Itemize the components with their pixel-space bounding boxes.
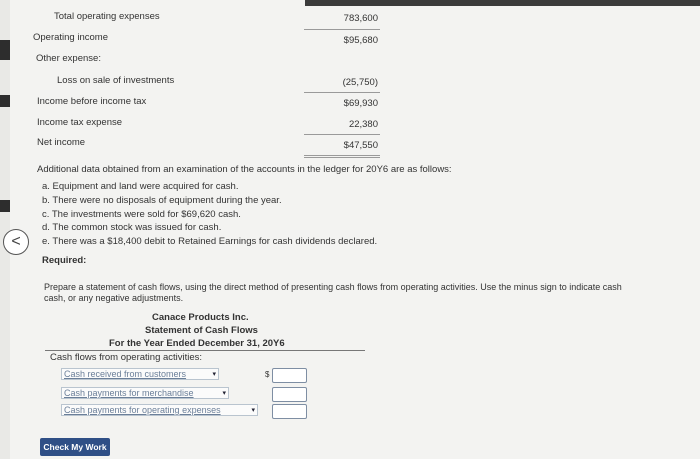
- line-item-select[interactable]: Cash payments for operating expenses ▾: [61, 404, 258, 416]
- caret-down-icon: ▾: [251, 407, 255, 414]
- company-name: Canace Products Inc.: [152, 312, 249, 323]
- rule: [304, 155, 380, 156]
- list-item: a. Equipment and land were acquired for cash.: [42, 181, 239, 192]
- check-my-work-button[interactable]: Check My Work: [40, 438, 110, 456]
- section-label: Cash flows from operating activities:: [50, 352, 203, 363]
- tax-label: Income tax expense: [37, 117, 123, 128]
- amount-input[interactable]: [272, 368, 307, 383]
- operating-income-value: $95,680: [343, 35, 378, 46]
- loss-label: Loss on sale of investments: [57, 75, 175, 86]
- rule: [304, 92, 380, 93]
- loss-value: (25,750): [342, 77, 378, 88]
- tax-value: 22,380: [348, 119, 378, 130]
- list-item: c. The investments were sold for $69,620 cash.: [42, 209, 241, 220]
- line-item-select[interactable]: Cash received from customers ▾: [61, 368, 219, 380]
- rule: [45, 350, 365, 351]
- amount-input[interactable]: [272, 387, 307, 402]
- total-opex-value: 783,600: [343, 13, 378, 24]
- required-label: Required:: [42, 255, 87, 266]
- amount-input[interactable]: [272, 404, 307, 419]
- rule: [304, 29, 380, 30]
- caret-down-icon: ▾: [222, 390, 226, 397]
- left-edge: [0, 0, 10, 459]
- line-item-select[interactable]: Cash payments for merchandise ▾: [61, 387, 229, 399]
- additional-intro: Additional data obtained from an examination of the accounts in the ledger for 20Y6 are as follows:: [37, 164, 452, 175]
- top-border: [305, 0, 700, 6]
- back-button[interactable]: [3, 229, 29, 255]
- rule: [304, 157, 380, 158]
- list-item: b. There were no disposals of equipment during the year.: [42, 195, 282, 206]
- required-line1: Prepare a statement of cash flows, using the direct method of presenting cash flows from operating activities. Use the minus sign to indicate cash: [44, 282, 622, 292]
- ibt-label: Income before income tax: [37, 96, 147, 107]
- statement-title: Statement of Cash Flows: [145, 325, 258, 336]
- dollar-sign: $: [265, 370, 270, 379]
- caret-down-icon: ▾: [212, 371, 216, 378]
- list-item: e. There was a $18,400 debit to Retained Earnings for cash dividends declared.: [42, 236, 378, 247]
- list-item: d. The common stock was issued for cash.: [42, 222, 222, 233]
- other-expense-label: Other expense:: [36, 53, 101, 64]
- net-income-label: Net income: [37, 137, 86, 148]
- rule: [304, 134, 380, 135]
- ibt-value: $69,930: [343, 98, 378, 109]
- chevron-left-icon: <: [11, 233, 21, 250]
- total-opex-label: Total operating expenses: [54, 11, 160, 22]
- net-income-value: $47,550: [343, 140, 378, 151]
- operating-income-label: Operating income: [33, 32, 108, 43]
- required-line2: cash, or any negative adjustments.: [44, 293, 184, 303]
- statement-period: For the Year Ended December 31, 20Y6: [109, 338, 285, 349]
